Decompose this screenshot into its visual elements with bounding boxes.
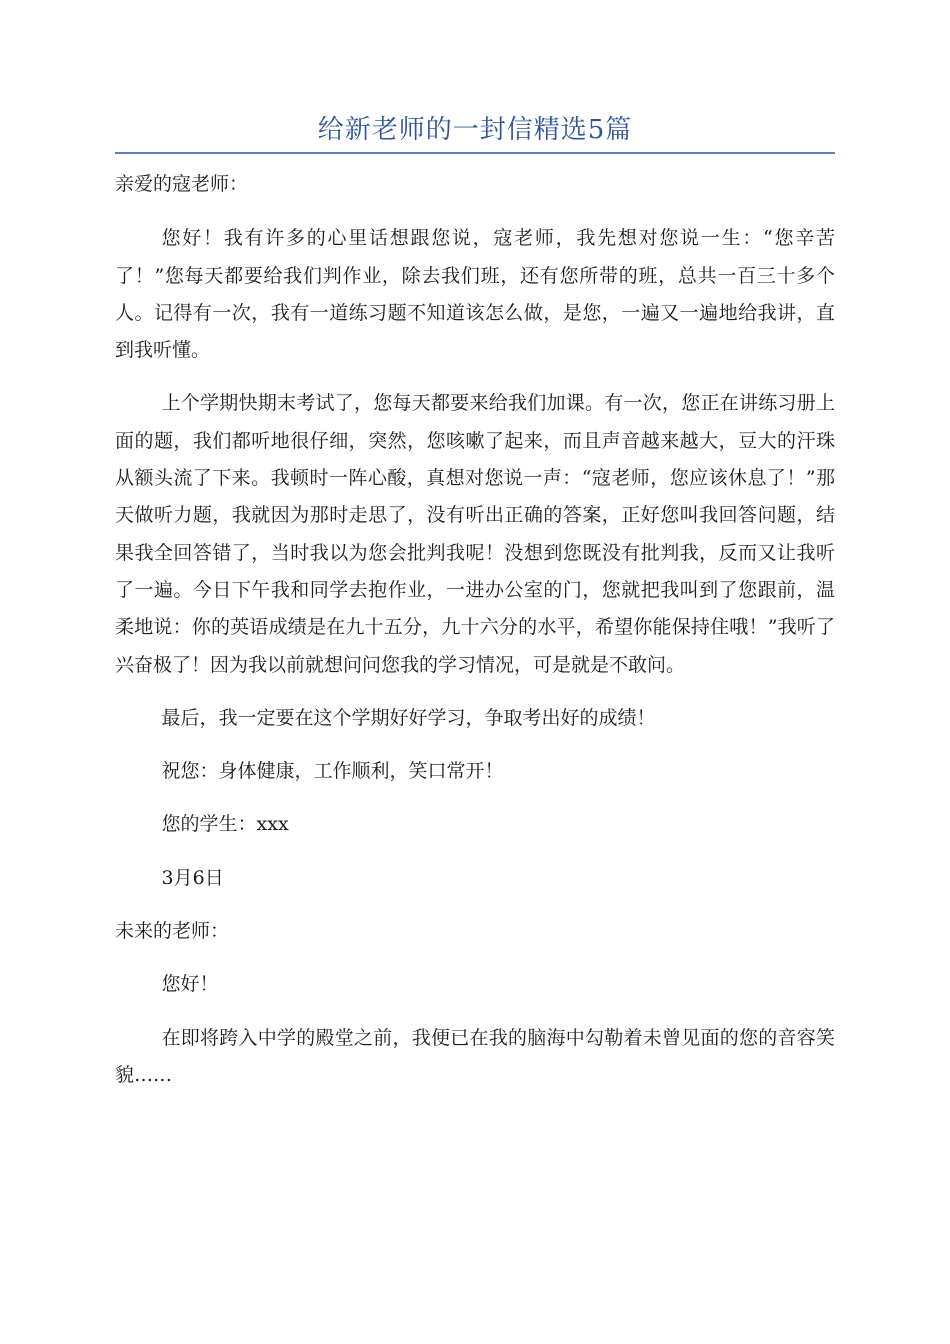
letter-1-signature: 您的学生：xxx xyxy=(161,813,289,836)
letter-2-salutation: 未来的老师： xyxy=(115,920,230,943)
letter-1-paragraph: 祝您：身体健康，工作顺利，笑口常开！ xyxy=(161,760,504,783)
letter-2 xyxy=(115,913,835,1094)
letter-1-salutation: 亲爱的寇老师： xyxy=(115,173,249,195)
letter-2-paragraph: 您好！ xyxy=(161,973,219,996)
letter-1-paragraph: 您好！我有许多的心里话想跟您说，寇老师，我先想对您说一生：“您辛苦了！”您每天都要给我们判作业，除去我们班，还有您所带的班，总共一百三十多个人。记得有一次，我有一道练习题不知道该怎么做，是您，一遍又一遍地给我讲，直到我听懂。 xyxy=(115,227,835,362)
letter-2-paragraph: 在即将跨入中学的殿堂之前，我便已在我的脑海中勾勒着未曾见面的您的音容笑貌…… xyxy=(115,1026,835,1086)
document-title: 给新老师的一封信精选5篇 xyxy=(317,115,633,145)
document-body xyxy=(115,148,835,1094)
letter-1-date: 3月6日 xyxy=(161,866,224,889)
letter-1 xyxy=(115,166,835,897)
letter-1-paragraph: 最后，我一定要在这个学期好好学习，争取考出好的成绩！ xyxy=(161,706,656,729)
letter-1-paragraph: 上个学期快期末考试了，您每天都要来给我们加课。有一次，您正在讲练习册上面的题，我们都听地很仔细，突然，您咳嗽了起来，而且声音越来越大，豆大的汗珠从额头流了下来。我顿时一阵心酸，真想对您说一声：“寇老师，您应该休息了！”那天做听力题，我就因为那时走思了，没有听出正确的答案，正好您叫我回答问题，结果我全回答错了，当时我以为您会批判我呢！没想到您既没有批判我，反而又让我听了一遍。今日下午我和同学去抱作业，一进办公室的门，您就把我叫到了您跟前，温柔地说：你的英语成绩是在九十五分，九十六分的水平，希望你能保持住哦！”我听了兴奋极了！因为我以前就想问问您我的学习情况，可是就是不敢问。 xyxy=(115,392,835,676)
